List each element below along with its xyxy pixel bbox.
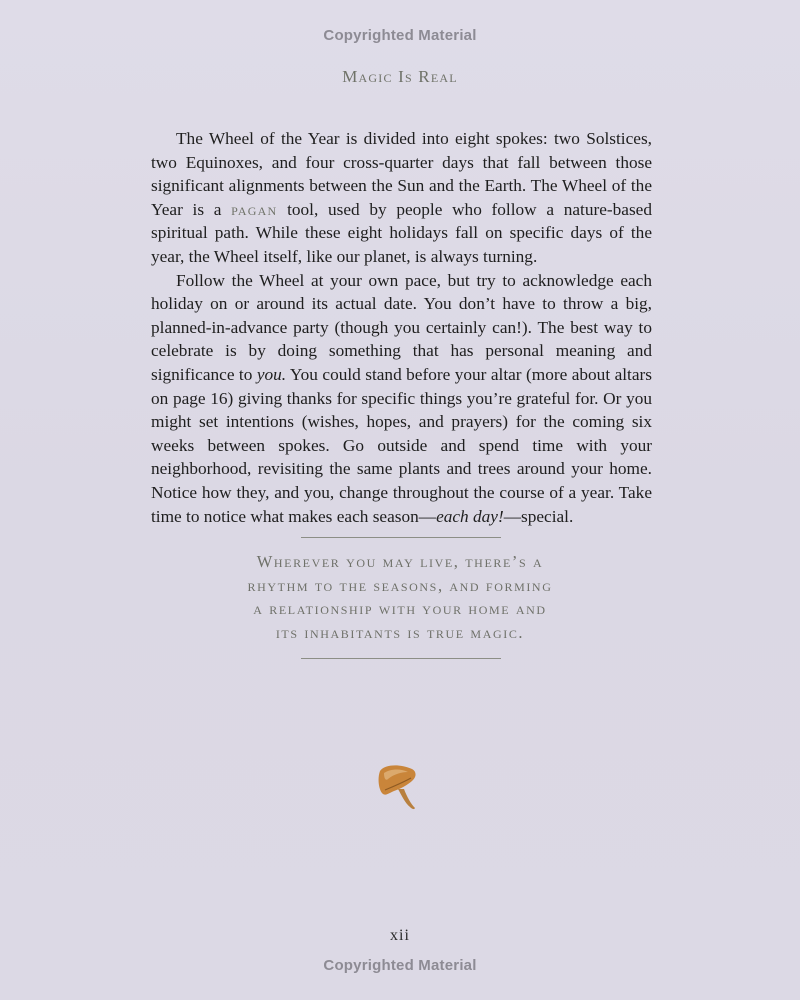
pull-quote-top-rule: [301, 537, 501, 538]
pull-quote-line-4: its inhabitants is true magic.: [275, 623, 525, 643]
watermark-bottom: Copyrighted Material: [323, 957, 477, 974]
pull-quote-line-2: rhythm to the seasons, and forming: [247, 575, 553, 595]
paragraph-1: [151, 127, 652, 269]
pull-quote-bottom-rule: [301, 658, 501, 659]
paragraph-2: [151, 269, 652, 529]
watermark-top: Copyrighted Material: [323, 27, 477, 44]
mushroom-icon: [376, 763, 422, 815]
emphasis-each-day: each day!: [436, 506, 504, 526]
page-number: xii: [390, 927, 410, 944]
pull-quote-line-1: Wherever you may live, there’s a: [256, 552, 544, 571]
pull-quote-line-3: a relationship with your home and: [253, 599, 547, 619]
pagan-keyword: pagan: [231, 199, 278, 219]
paragraph-2-text-c: —special.: [503, 506, 574, 526]
running-head: Magic Is Real: [342, 67, 458, 86]
paragraph-2-text-b: You could stand before your altar (more about altars on page 16) giving thanks for specific things you’re grateful for. Or you might set intentions (wishes, hopes, and prayers) for the coming six weeks between spokes. Go outside and spend time with your neighborhood, revisiting the same plants and trees around your home. Notice how they, and you, change throughout the course of a year. Take time to notice what makes each season—: [151, 364, 652, 526]
paragraph-2-text-a: Follow the Wheel at your own pace, but try to acknowledge each holiday on or around its actual date. You don’t have to throw a big, planned-in-advance party (though you certainly can!). The best way to celebrate is by doing something that has personal meaning and significance to: [151, 270, 652, 384]
pull-quote: [200, 550, 600, 645]
paragraph-1-text-b: tool, used by people who follow a nature-based spiritual path. While these eight holidays fall on specific days of the year, the Wheel itself, like our planet, is always turning.: [151, 199, 652, 266]
emphasis-you: you.: [256, 364, 287, 384]
body-text: [151, 127, 652, 528]
paragraph-1-text-a: The Wheel of the Year is divided into eight spokes: two Solstices, two Equinoxes, and four cross-quarter days that fall between those significant alignments between the Sun and the Earth. The Wheel of the Year is a: [151, 129, 652, 219]
